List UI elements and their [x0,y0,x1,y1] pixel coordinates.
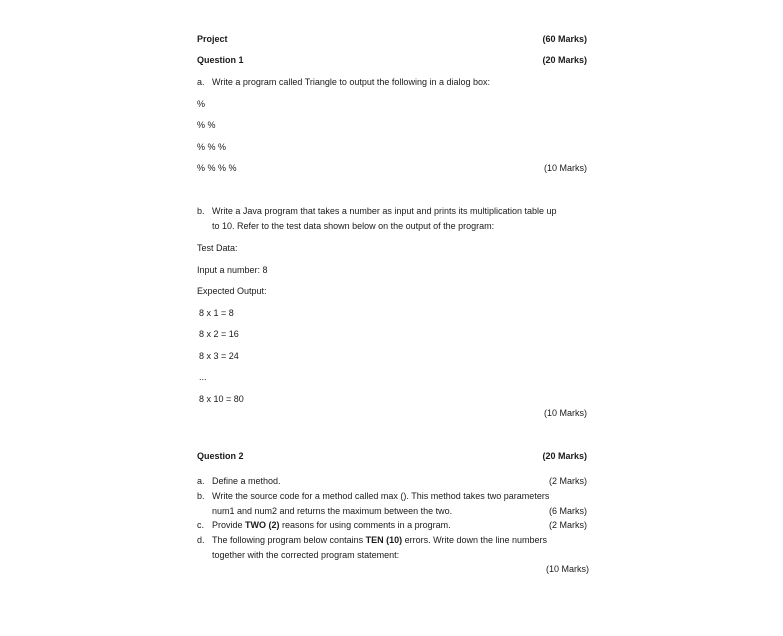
triangle-line-1: % [197,99,206,109]
q2d-text-post: errors. Write down the line numbers [402,535,548,545]
project-title: Project [197,34,228,44]
q1b-label: b. [197,206,205,216]
output-line-1: 8 x 1 = 8 [199,308,234,318]
q1a-text: Write a program called Triangle to output the following in a dialog box: [212,77,490,87]
project-marks: (60 Marks) [542,34,587,44]
q2a-marks: (2 Marks) [549,476,587,486]
q1b-text-line2: to 10. Refer to the test data shown below on the output of the program: [212,221,495,231]
q2c-label: c. [197,520,205,530]
test-data-label: Test Data: [197,243,238,253]
question1-marks: (20 Marks) [542,55,587,65]
q2d-text-pre: The following program below contains [212,535,366,545]
q2d-text-line1 [212,535,547,546]
q2b-text-line2: num1 and num2 and returns the maximum between the two. [212,506,453,516]
q2b-text-line1: Write the source code for a method called max (). This method takes two parameters [212,491,550,501]
q1a-label: a. [197,77,205,87]
question1-title: Question 1 [197,55,244,65]
q2d-label: d. [197,535,205,545]
output-line-3: 8 x 3 = 24 [199,351,239,361]
output-line-10: 8 x 10 = 80 [199,394,244,404]
q2a-label: a. [197,476,205,486]
expected-output-label: Expected Output: [197,286,267,296]
output-line-2: 8 x 2 = 16 [199,329,239,339]
q2c-text-bold: TWO (2) [245,520,280,530]
question2-marks: (20 Marks) [542,451,587,461]
q2c-marks: (2 Marks) [549,520,587,530]
q2a-text: Define a method. [212,476,281,486]
triangle-line-2: % % [197,120,216,130]
q2d-text-bold: TEN (10) [365,535,403,545]
input-line: Input a number: 8 [197,265,268,275]
q1a-marks: (10 Marks) [543,163,587,173]
q2b-marks: (6 Marks) [549,506,587,516]
q2d-text-line2: together with the corrected program statement: [212,550,400,560]
q2d-marks: (10 Marks) [545,564,589,574]
triangle-line-3: % % % [197,142,227,152]
q2b-label: b. [197,491,205,501]
triangle-line-4: % % % % [197,163,237,173]
output-line-ellipsis: ... [199,372,207,382]
q1b-marks: (10 Marks) [543,408,587,418]
q1b-text-line1: Write a Java program that takes a number as input and prints its multiplication table up [212,206,557,216]
question2-title: Question 2 [197,451,244,461]
q2c-text-post: reasons for using comments in a program. [279,520,451,530]
q2c-text-pre: Provide [212,520,246,530]
q2c-text [212,520,451,531]
